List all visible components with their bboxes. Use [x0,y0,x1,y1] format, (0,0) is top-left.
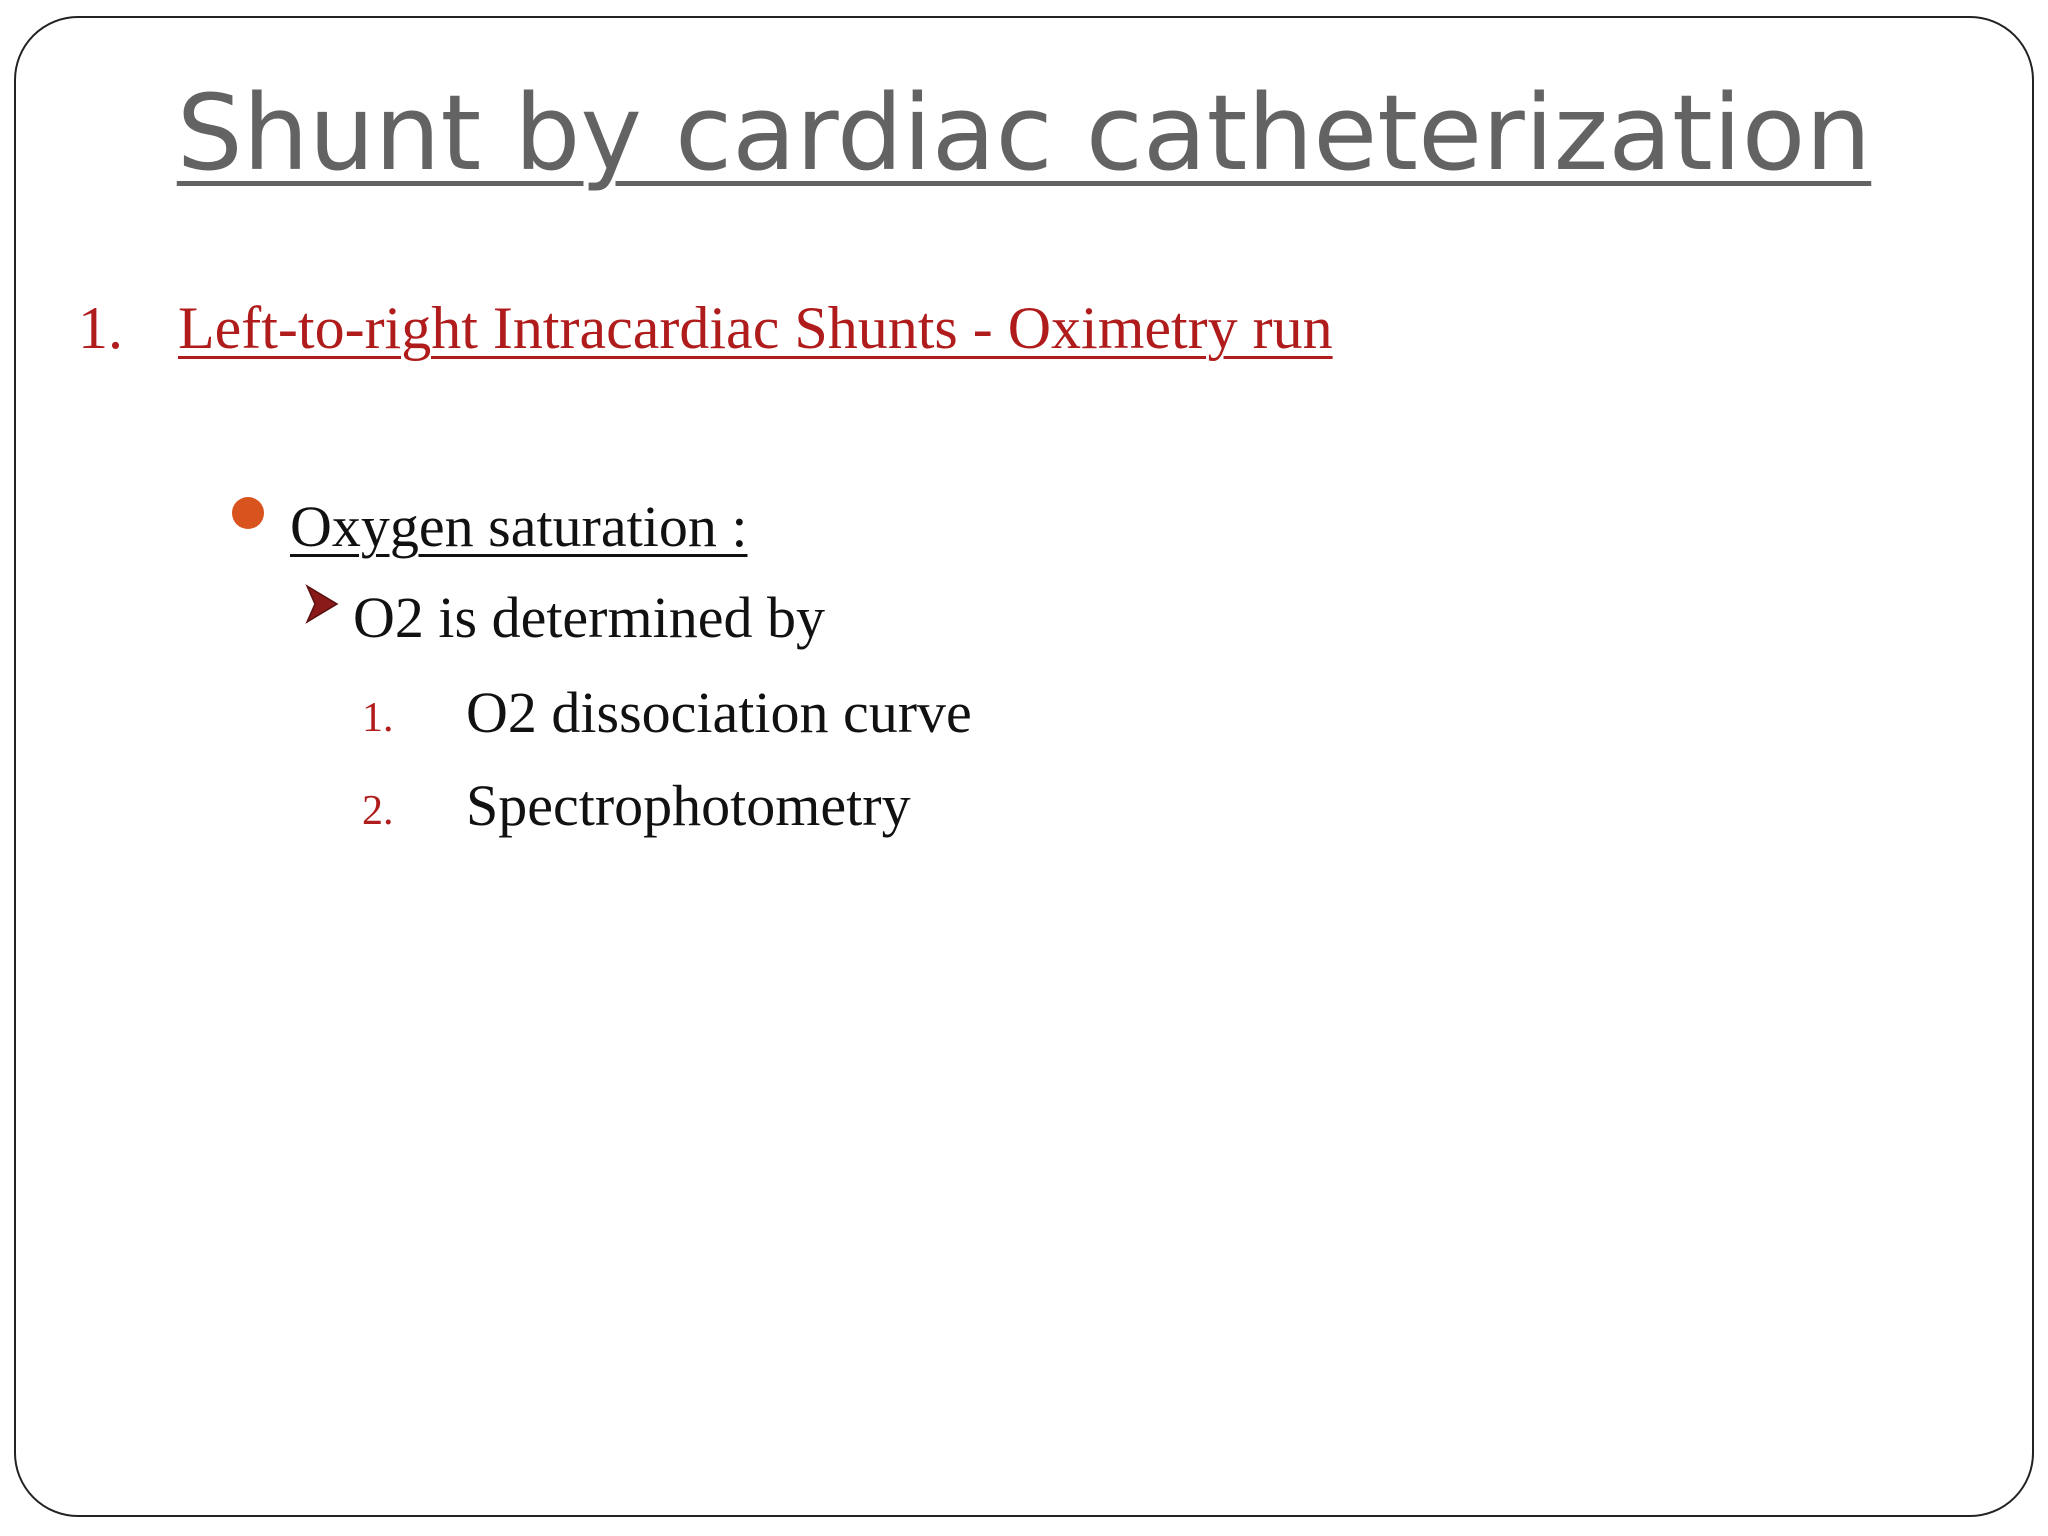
arrow-item-text: O2 is determined by [353,585,825,650]
heading-text: Left-to-right Intracardiac Shunts - Oximetry run [178,295,1333,361]
orange-dot-icon [232,497,264,529]
heading-number: 1. [78,295,123,361]
slide-title: Shunt by cardiac catheterization [176,72,1872,194]
sub-list-text: O2 dissociation curve [466,680,972,745]
arrow-right-icon [305,584,339,624]
sub-list-text: Spectrophotometry [466,773,911,838]
sub-list-number: 2. [362,788,394,834]
bullet-text: Oxygen saturation : [290,494,748,559]
slide-frame [14,16,2034,1517]
sub-list-number: 1. [362,695,394,741]
